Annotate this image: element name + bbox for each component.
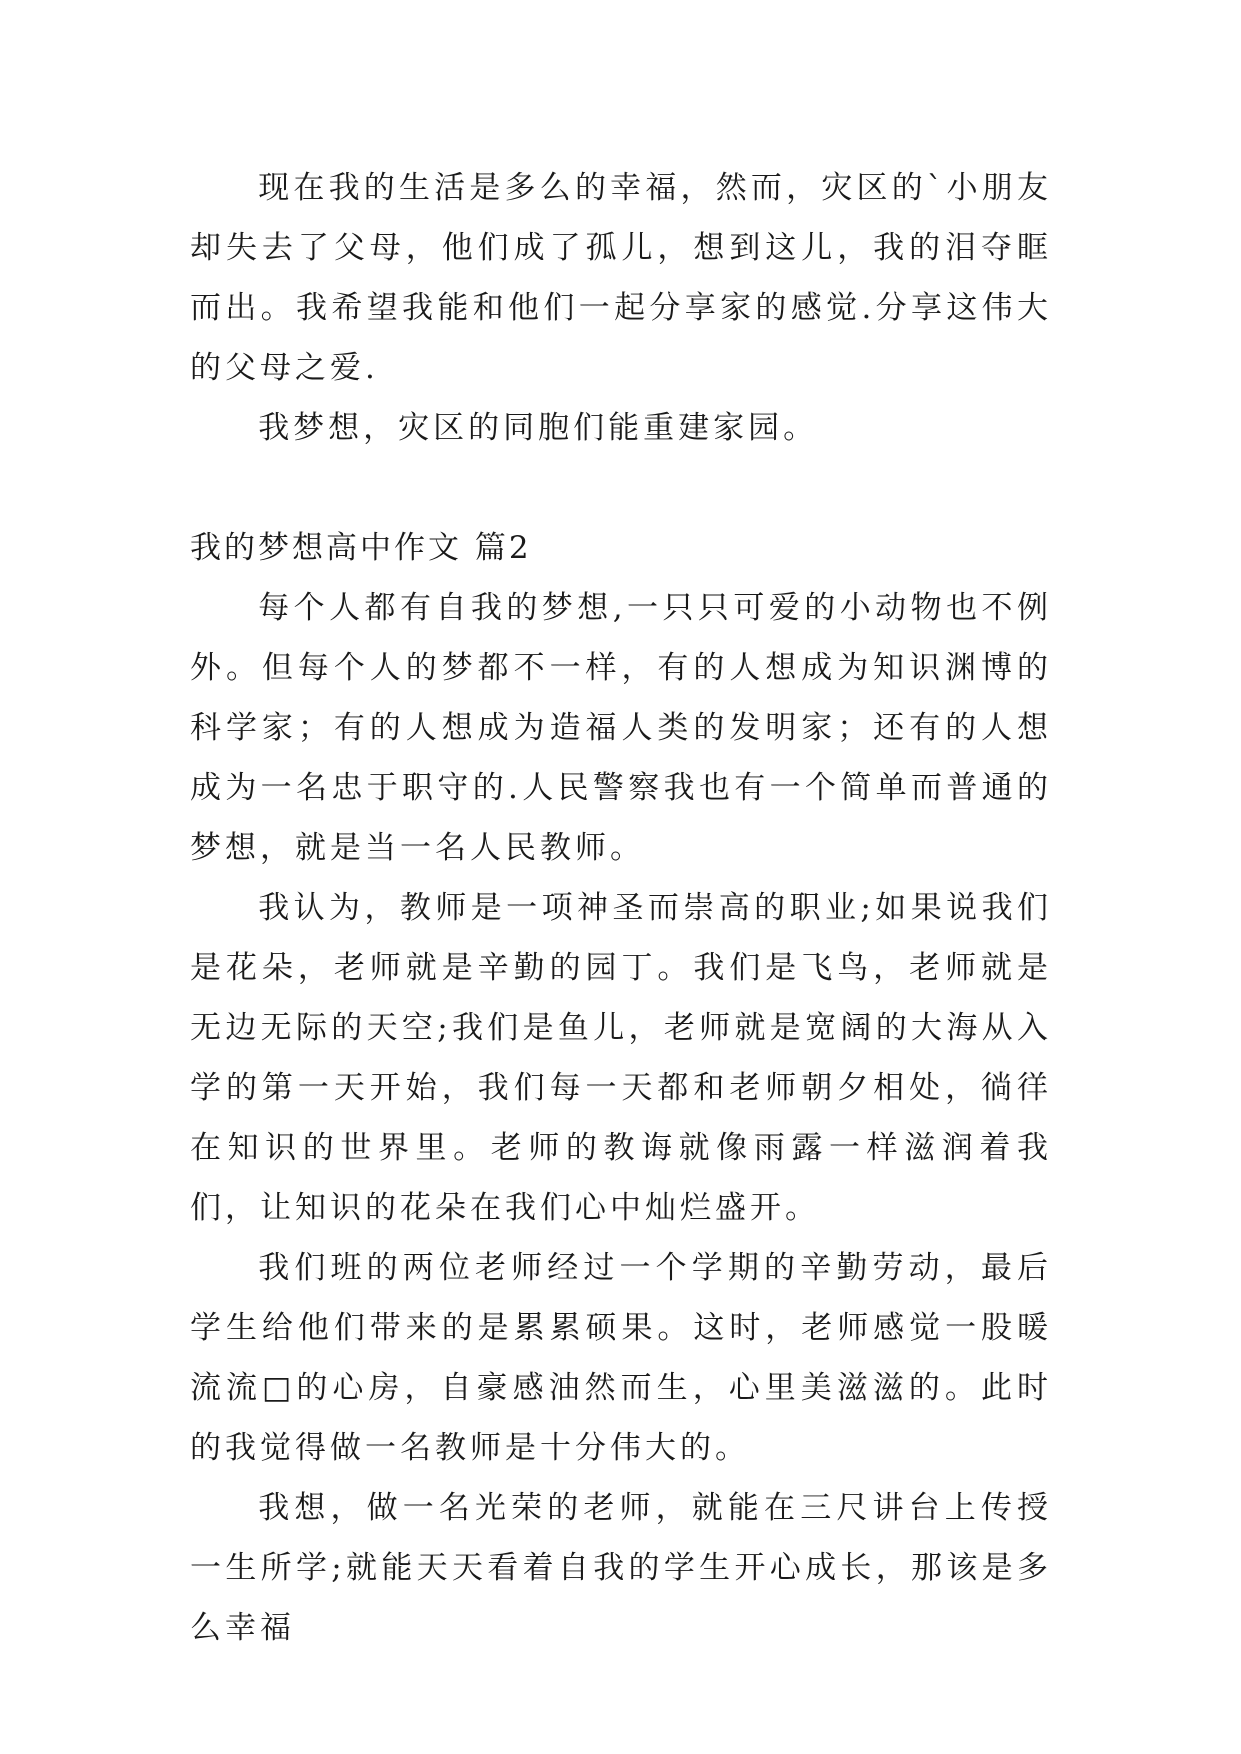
paragraph-glorious-teacher: 我想，做一名光荣的老师，就能在三尺讲台上传授一生所学;就能天天看着自我的学生开心成长，那该是多么幸福 <box>190 1490 1052 1646</box>
paragraph-teacher-profession: 我认为，教师是一项神圣而崇高的职业;如果说我们是花朵，老师就是辛勤的园丁。我们是飞鸟，老师就是无边无际的天空;我们是鱼儿，老师就是宽阔的大海从入学的第一天开始，我们每一天都和老师朝夕相处，徜徉在知识的世界里。老师的教诲就像雨露一样滋润着我们，让知识的花朵在我们心中灿烂盛开。 <box>190 890 1052 1226</box>
document-body <box>190 158 1052 1658</box>
section-heading: 我的梦想高中作文 篇2 <box>190 530 532 566</box>
paragraph-class-teachers: 我们班的两位老师经过一个学期的辛勤劳动，最后学生给他们带来的是累累硕果。这时，老师感觉一股暖流流□的心房，自豪感油然而生，心里美滋滋的。此时的我觉得做一名教师是十分伟大的。 <box>190 1250 1052 1466</box>
paragraph-everyone-dream: 每个人都有自我的梦想,一只只可爱的小动物也不例外。但每个人的梦都不一样，有的人想成为知识渊博的科学家；有的人想成为造福人类的发明家；还有的人想成为一名忠于职守的.人民警察我也有一个简单而普通的梦想，就是当一名人民教师。 <box>190 590 1052 866</box>
paragraph-disaster-area: 现在我的生活是多么的幸福，然而，灾区的`小朋友却失去了父母，他们成了孤儿，想到这儿，我的泪夺眶而出。我希望我能和他们一起分享家的感觉.分享这伟大的父母之爱. <box>190 170 1052 386</box>
paragraph-dream-rebuild: 我梦想，灾区的同胞们能重建家园。 <box>258 410 819 446</box>
